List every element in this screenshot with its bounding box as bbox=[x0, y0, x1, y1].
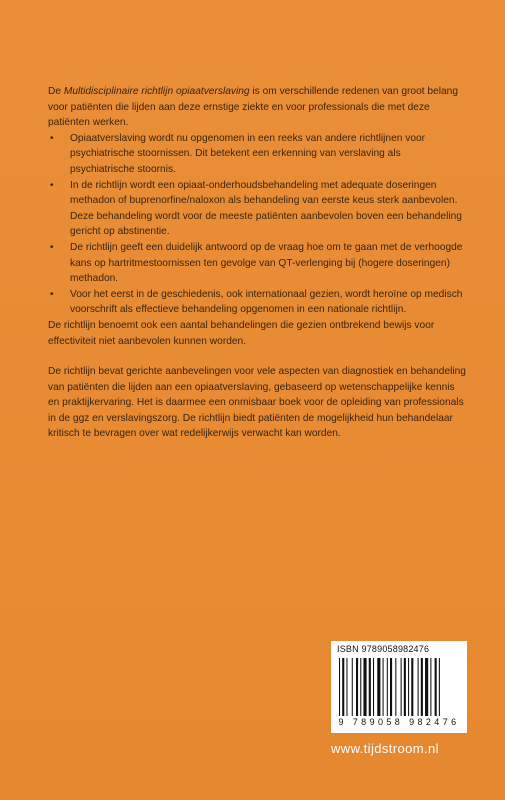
intro-rest: is om verschillende redenen van groot belang voor patiënten die lijden aan deze ernstige ziekte en voor professionals die met deze patiënten werken. bbox=[48, 86, 458, 129]
bullet-icon: • bbox=[50, 179, 54, 191]
intro-paragraph bbox=[48, 84, 468, 131]
blurb-text bbox=[48, 84, 468, 442]
bullet-item bbox=[48, 287, 468, 318]
bullet-icon: • bbox=[50, 288, 54, 300]
isbn-barcode bbox=[331, 641, 467, 733]
bullet-list bbox=[48, 131, 468, 318]
bullet-text: Opiaatverslaving wordt nu opgenomen in een reeks van andere richtlijnen voor psychiatrische stoornissen. Dit betekent een erkenning van verslaving als psychiatrische stoornis. bbox=[70, 132, 426, 175]
isbn-label: ISBN 9789058982476 bbox=[337, 644, 430, 654]
bullet-item bbox=[48, 240, 468, 287]
intro-prefix: De bbox=[48, 86, 64, 97]
bullet-item bbox=[48, 178, 468, 240]
bullet-text: In de richtlijn wordt een opiaat-onderhoudsbehandeling met adequate doseringen methadon of buprenorfine/naloxon als behandeling van eerste keus sterk aanbevolen. Deze behandeling wordt voor de meeste patiënten aanbevolen boven een behandeling gericht op abstinentie. bbox=[70, 179, 462, 238]
barcode-bars-icon bbox=[339, 658, 460, 716]
intro-book-title: Multidisciplinaire richtlijn opiaatverslaving bbox=[63, 86, 250, 97]
isbn-digits: 9 789058 982476 bbox=[338, 717, 460, 727]
bullet-item bbox=[48, 131, 468, 178]
after-bullets-paragraph: De richtlijn benoemt ook een aantal behandelingen die gezien ontbrekend bewijs voor effectiviteit niet aanbevolen kunnen worden. bbox=[48, 319, 435, 347]
bullet-icon: • bbox=[50, 241, 54, 253]
closing-paragraph: De richtlijn bevat gerichte aanbevelingen voor vele aspecten van diagnostiek en behandeling van patiënten die lijden aan een opiaatverslaving, gebaseerd op wetenschappelijke kennis en praktijkervaring. Het is daarmee een onmisbaar boek voor de opleiding van professionals in de ggz en verslavingszorg. De richtlijn biedt patiënten de mogelijkheid hun behandelaar kritisch te bevragen over wat redelijkerwijs verwacht kan worden. bbox=[48, 366, 466, 440]
bullet-icon: • bbox=[50, 132, 54, 144]
bullet-text: Voor het eerst in de geschiedenis, ook internationaal gezien, wordt heroïne op medisch voorschrift als effectieve behandeling opgenomen in een nationale richtlijn. bbox=[70, 288, 463, 316]
bullet-text: De richtlijn geeft een duidelijk antwoord op de vraag hoe om te gaan met de verhoogde kans op hartritmestoornissen ten gevolge van QT-verlenging bij (hogere doseringen) methadon. bbox=[70, 241, 463, 285]
publisher-url: www.tijdstroom.nl bbox=[331, 741, 439, 756]
